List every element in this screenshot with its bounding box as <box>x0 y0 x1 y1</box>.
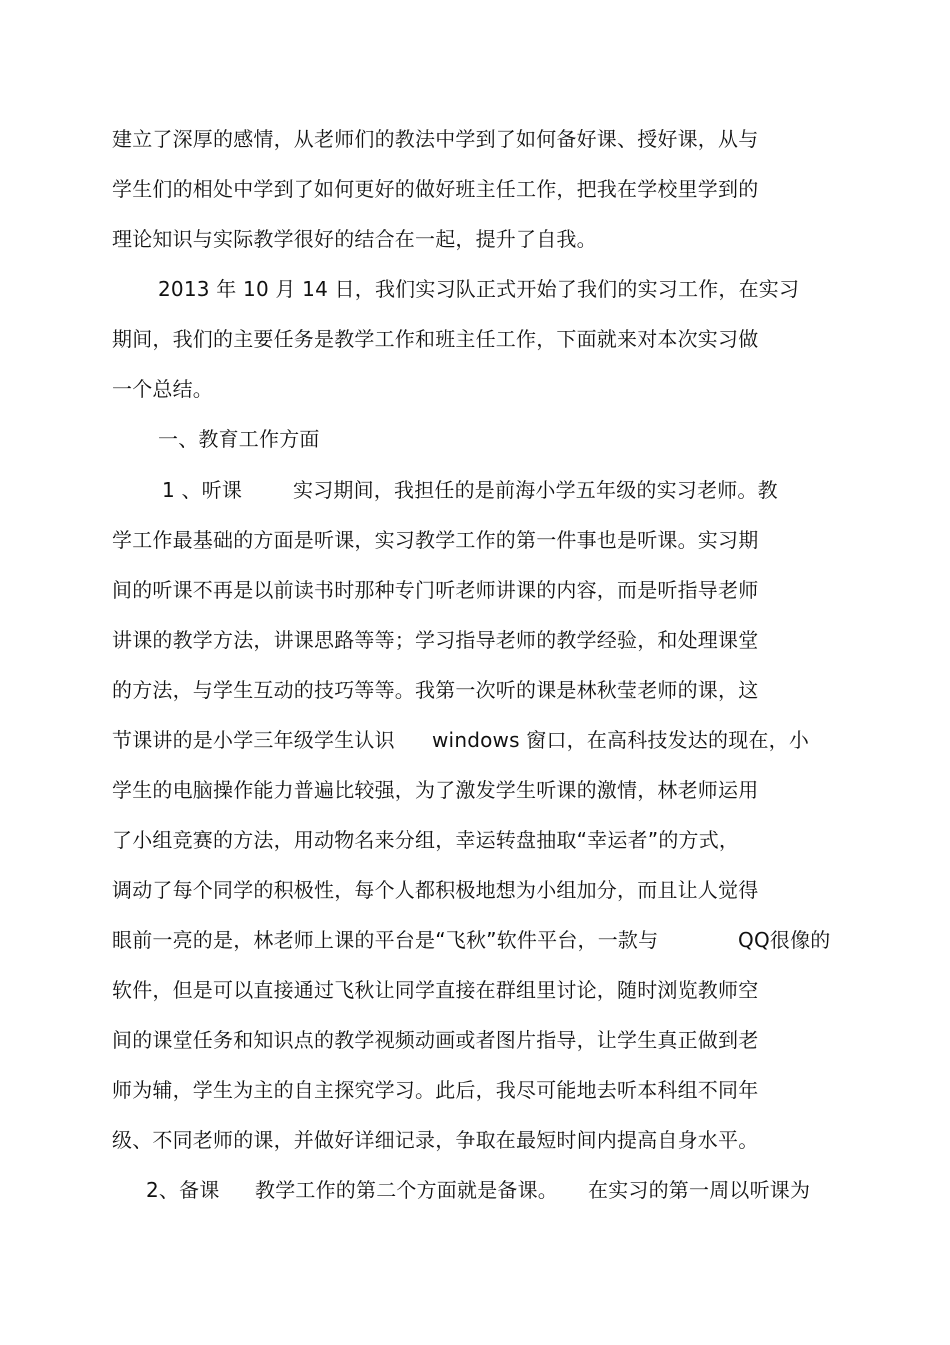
listen-paragraph-line-12: 间的课堂任务和知识点的教学视频动画或者图片指导，让学生真正做到老 <box>112 1028 759 1052</box>
listen-paragraph-line-6a: 节课讲的是小学三年级学生认识 <box>112 728 395 752</box>
text-line-2: 学生们的相处中学到了如何更好的做好班主任工作，把我在学校里学到的 <box>112 177 759 201</box>
text-line-3: 理论知识与实际教学很好的结合在一起，提升了自我。 <box>112 227 597 251</box>
listen-paragraph-line-10a: 眼前一亮的是，林老师上课的平台是“飞秋”软件平台，一款与 <box>112 928 659 952</box>
listen-paragraph-line-5: 的方法，与学生互动的技巧等等。我第一次听的课是林秋莹老师的课，这 <box>112 678 759 702</box>
listen-paragraph-line-9: 调动了每个同学的积极性，每个人都积极地想为小组加分，而且让人觉得 <box>112 878 759 902</box>
subheading-prepare: 2、备课 <box>146 1178 220 1202</box>
prepare-paragraph-line-1b: 在实习的第一周以听课为 <box>588 1178 811 1202</box>
prepare-paragraph-line-1a: 教学工作的第二个方面就是备课。 <box>255 1178 558 1202</box>
paragraph-2-line-1: 2013 年 10 月 14 日，我们实习队正式开始了我们的实习工作，在实习 <box>158 277 800 301</box>
listen-paragraph-line-10b: QQ很像的 <box>738 928 831 952</box>
listen-paragraph-line-8: 了小组竞赛的方法，用动物名来分组，幸运转盘抽取“幸运者”的方式， <box>112 828 740 852</box>
listen-paragraph-line-4: 讲课的教学方法，讲课思路等等；学习指导老师的教学经验，和处理课堂 <box>112 628 759 652</box>
listen-paragraph-line-7: 学生的电脑操作能力普遍比较强，为了激发学生听课的激情，林老师运用 <box>112 778 759 802</box>
listen-paragraph-line-13: 师为辅，学生为主的自主探究学习。此后，我尽可能地去听本科组不同年 <box>112 1078 759 1102</box>
paragraph-2-line-3: 一个总结。 <box>112 377 213 401</box>
listen-paragraph-line-6b: windows 窗口，在高科技发达的现在，小 <box>432 728 810 752</box>
listen-paragraph-line-14: 级、不同老师的课，并做好详细记录，争取在最短时间内提高自身水平。 <box>112 1128 759 1152</box>
listen-paragraph-line-2: 学工作最基础的方面是听课，实习教学工作的第一件事也是听课。实习期 <box>112 528 759 552</box>
listen-paragraph-line-1: 实习期间，我担任的是前海小学五年级的实习老师。教 <box>293 478 778 502</box>
listen-paragraph-line-11: 软件，但是可以直接通过飞秋让同学直接在群组里讨论，随时浏览教师空 <box>112 978 759 1002</box>
listen-paragraph-line-3: 间的听课不再是以前读书时那种专门听老师讲课的内容，而是听指导老师 <box>112 578 759 602</box>
section-heading: 一、教育工作方面 <box>158 427 320 451</box>
paragraph-2-line-2: 期间，我们的主要任务是教学工作和班主任工作，下面就来对本次实习做 <box>112 327 759 351</box>
text-line-1: 建立了深厚的感情，从老师们的教法中学到了如何备好课、授好课，从与 <box>112 127 759 151</box>
subheading-listen: 1 、听课 <box>162 478 243 502</box>
